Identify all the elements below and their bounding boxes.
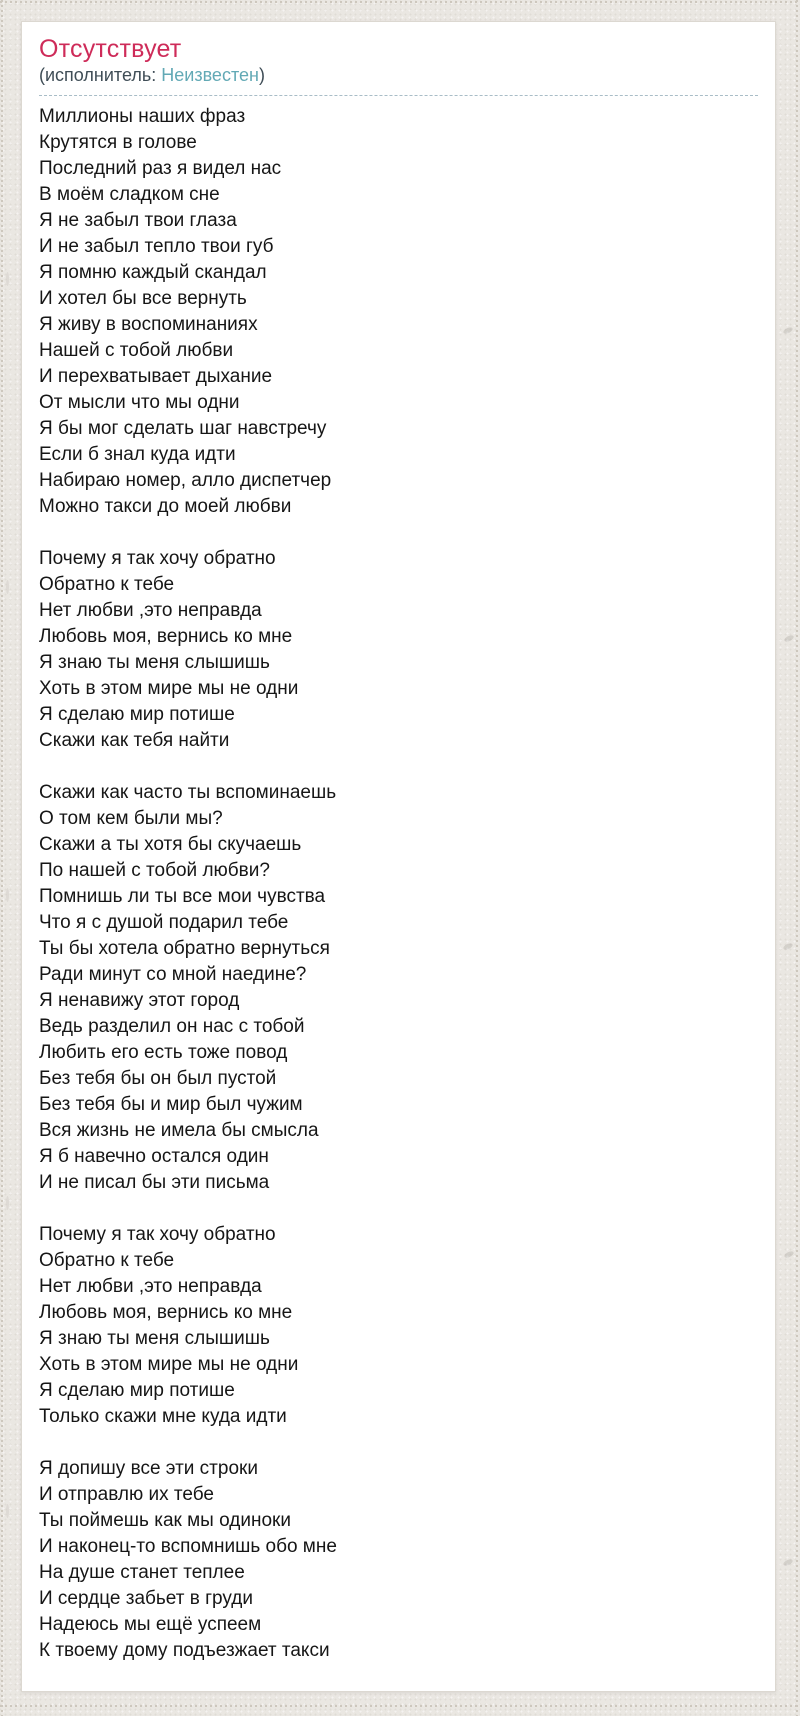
texture-speck (6, 580, 9, 594)
lyric-line: Только скажи мне куда идти (39, 1406, 287, 1427)
lyrics-card (21, 21, 776, 1692)
texture-stitch-right (796, 0, 798, 1716)
lyric-line: К твоему дому подъезжает такси (39, 1640, 330, 1661)
texture-speck (782, 942, 793, 951)
artist-link[interactable]: Неизвестен (161, 65, 259, 85)
lyric-line: Я помню каждый скандал (39, 262, 267, 283)
lyric-line: Миллионы наших фраз (39, 106, 246, 127)
stanza (39, 780, 758, 1196)
lyric-line: И сердце забьет в груди (39, 1588, 253, 1609)
stanza (39, 1456, 758, 1664)
lyric-line: Ради минут со мной наедине? (39, 964, 307, 985)
texture-speck (6, 888, 9, 902)
lyric-line: Обратно к тебе (39, 1250, 175, 1271)
lyric-line: Ведь разделил он нас с тобой (39, 1016, 305, 1037)
texture-speck (782, 1558, 793, 1567)
lyric-line: Помнишь ли ты все мои чувства (39, 886, 326, 907)
lyric-line: Крутятся в голове (39, 132, 197, 153)
lyric-line: Я сделаю мир потише (39, 1380, 235, 1401)
lyric-line: Любовь моя, вернись ко мне (39, 626, 293, 647)
stanza (39, 546, 758, 754)
lyric-line: Я не забыл твои глаза (39, 210, 237, 231)
texture-speck (6, 1196, 9, 1210)
texture-stitch-left (1, 0, 3, 1716)
lyric-line: Я знаю ты меня слышишь (39, 1328, 270, 1349)
lyric-line: Ты бы хотела обратно вернуться (39, 938, 330, 959)
lyric-line: В моём сладком сне (39, 184, 220, 205)
lyric-line: На душе станет теплее (39, 1562, 245, 1583)
lyric-line: Я бы мог сделать шаг навстречу (39, 418, 327, 439)
artist-line (39, 65, 758, 96)
lyric-line: Последний раз я видел нас (39, 158, 282, 179)
texture-speck (783, 1250, 794, 1259)
lyric-line: И не забыл тепло твои губ (39, 236, 274, 257)
lyric-line: Я живу в воспоминаниях (39, 314, 258, 335)
lyric-line: Я знаю ты меня слышишь (39, 652, 270, 673)
lyric-line: Набираю номер, алло диспетчер (39, 470, 332, 491)
lyrics-text (39, 104, 758, 1664)
texture-speck (6, 1504, 9, 1518)
artist-label-close: ) (258, 65, 265, 85)
lyric-line: Можно такси до моей любви (39, 496, 292, 517)
lyric-line: Скажи как тебя найти (39, 730, 230, 751)
lyric-line: Почему я так хочу обратно (39, 1224, 276, 1245)
artist-label: (исполнитель: (39, 65, 162, 85)
lyric-line: Без тебя бы и мир был чужим (39, 1094, 303, 1115)
lyric-line: И отправлю их тебе (39, 1484, 214, 1505)
lyric-line: Что я с душой подарил тебе (39, 912, 289, 933)
texture-stitch-top (0, 1, 800, 3)
lyric-line: И не писал бы эти письма (39, 1172, 270, 1193)
texture-speck (783, 634, 794, 643)
lyric-line: Без тебя бы он был пустой (39, 1068, 277, 1089)
lyric-line: Почему я так хочу обратно (39, 548, 276, 569)
lyric-line: Ты поймешь как мы одиноки (39, 1510, 291, 1531)
lyric-line: Нет любви ,это неправда (39, 1276, 262, 1297)
lyric-line: Хоть в этом мире мы не одни (39, 678, 299, 699)
lyric-line: Вся жизнь не имела бы смысла (39, 1120, 319, 1141)
lyric-line: По нашей с тобой любви? (39, 860, 270, 881)
lyric-line: Любить его есть тоже повод (39, 1042, 288, 1063)
lyric-line: Я б навечно остался один (39, 1146, 269, 1167)
lyric-line: Я сделаю мир потише (39, 704, 235, 725)
lyric-line: И хотел бы все вернуть (39, 288, 247, 309)
texture-speck (6, 272, 9, 286)
lyric-line: Я допишу все эти строки (39, 1458, 258, 1479)
lyric-line: Если б знал куда идти (39, 444, 236, 465)
lyric-line: Нашей с тобой любви (39, 340, 234, 361)
lyric-line: Нет любви ,это неправда (39, 600, 262, 621)
lyric-line: Любовь моя, вернись ко мне (39, 1302, 293, 1323)
texture-stitch-bottom (0, 1705, 800, 1707)
lyric-line: Хоть в этом мире мы не одни (39, 1354, 299, 1375)
stanza (39, 1222, 758, 1430)
lyric-line: Обратно к тебе (39, 574, 175, 595)
lyric-line: Скажи а ты хотя бы скучаешь (39, 834, 302, 855)
lyric-line: О том кем были мы? (39, 808, 223, 829)
lyric-line: Надеюсь мы ещё успеем (39, 1614, 262, 1635)
lyric-line: От мысли что мы одни (39, 392, 240, 413)
texture-speck (782, 326, 793, 335)
lyric-line: И наконец-то вспомнишь обо мне (39, 1536, 337, 1557)
stanza (39, 104, 758, 520)
lyric-line: Я ненавижу этот город (39, 990, 240, 1011)
lyric-line: И перехватывает дыхание (39, 366, 273, 387)
song-title: Отсутствует (39, 35, 182, 63)
lyric-line: Скажи как часто ты вспоминаешь (39, 782, 337, 803)
